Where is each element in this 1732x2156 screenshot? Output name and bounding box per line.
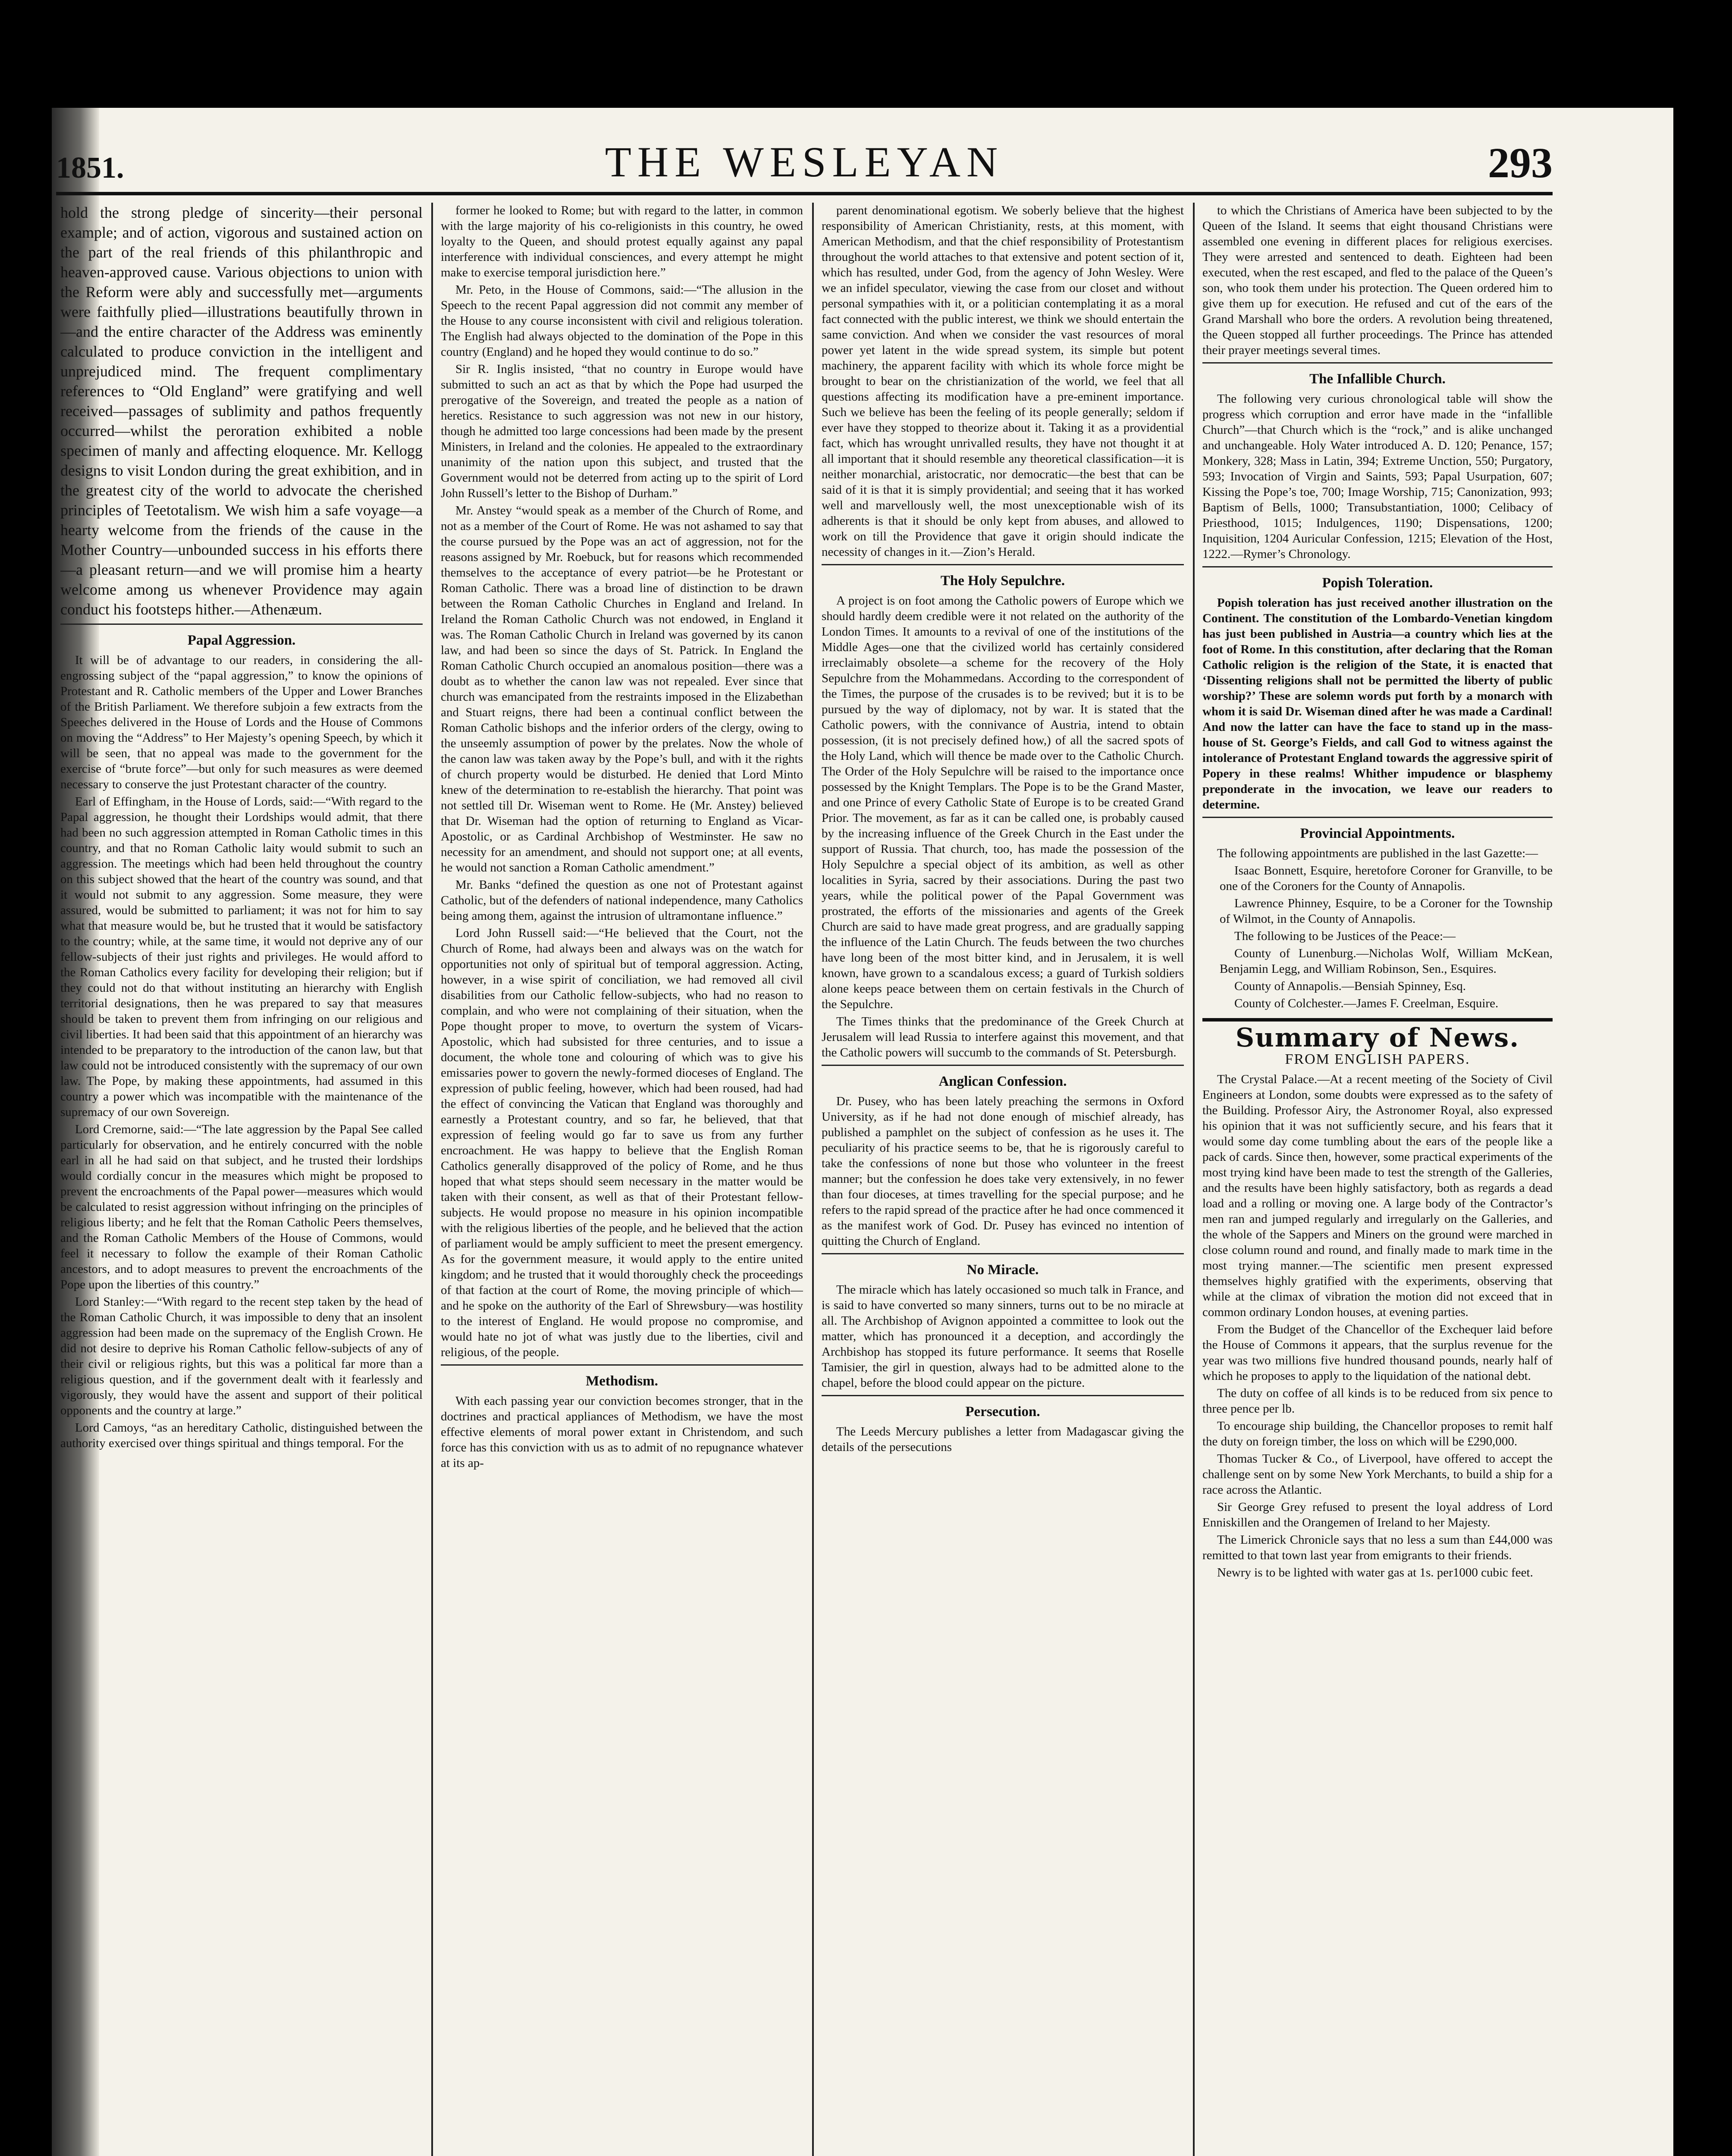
article-text: It will be of advantage to our readers, in considering the all-engrossing subject of the “papal aggression,” to know the opinions of Protestant and R. Catholic members of the Upper and Lower Branches of the British Parliament. We therefore subjoin a few extracts from the Speeches delivered in the House of Lords and the House of Commons on moving the “Address” to Her Majesty’s opening Speech, by which it will be seen, that no appeal was made to the government for the exercise of “brute force”—but only for such measures as were deemed necessary to conserve the just Protestant character of the country. (60, 653, 423, 791)
masthead-rule (56, 192, 1553, 195)
section-title: Summary of News. (1235, 1023, 1520, 1053)
article-text: Lord Camoys, “as an hereditary Catholic, distinguished between the authority exercised over things spiritual and things temporal. For the (60, 1421, 423, 1450)
divider (60, 624, 423, 625)
article-text: parent denominational egotism. We soberly believe that the highest responsibility of American Christianity, rests, at this moment, with American Methodism, and that the chief responsibility of Protestantism throughout the world attaches to that extensive and potent section of it, which has resulted, under God, from the agency of John Wesley. Were we an infidel speculator, viewing the case from our closet and without personal sympathies with it, or a politician contemplating it as a moral fact connected with the public interest, we think we should entertain the same conviction. And when we consider the vast resources of moral power yet latent in the wide spread system, its simple but potent machinery, the apparent facility with which its whole force might be brought to bear on the christianization of the world, we feel that all questions affecting its modification have a pre-eminent importance. Such we believe has been the feeling of its people generally; seldom if ever have they stopped to theorize about it. Taking it as a providential fact, which has wrought unrivalled results, they have not thought it at all important that it should resemble any theoretical classification—it is neither monarchial, aristocratic, nor democratic—the best that can be said of it is that it is simply providential; and seeing that it has worked well and marvellously well, the most unexceptionable wish of its adherents is that it should be only kept from abuses, and allowed to work on till the Providence that gave it origin should indicate the necessity of changes in it.—Zion’s Herald. (822, 204, 1184, 559)
divider (441, 1364, 803, 1366)
article-text: The Times thinks that the predominance of the Greek Church at Jerusalem will lead Russia to interfere against this movement, and that the Catholic powers will succumb to the commands of St. Petersburgh. (822, 1015, 1184, 1059)
article-text: Lord Cremorne, said:—“The late aggression by the Papal See called particularly for observation, and he entirely concurred with the noble earl in all he had said on that subject, and he trusted their lordships would cordially concur in the measures which might be proposed to prevent the encroachments of the Papal power—measures which would be calculated to resist aggression without infringing on the principles of religious liberty; and he felt that the Roman Catholic Peers themselves, and the Roman Catholic Members of the House of Commons, would feel it necessary to follow the example of their Roman Catholic ancestors, and to adopt measures to prevent the encroachments of the Pope upon the liberties of this country.” (60, 1122, 423, 1291)
appointment-item: Lawrence Phinney, Esquire, to be a Coroner for the Township of Wilmot, in the County of Annapolis. (1220, 896, 1553, 926)
article-text: The miracle which has lately occasioned so much talk in France, and is said to have converted so many sinners, turns out to be no miracle at all. The Archbishop of Avignon appointed a committee to look out the matter, which has pronounced it a deception, and accordingly the Archbishop has stopped its future performance. It seems that Roselle Tamisier, the girl in question, always had to be admitted alone to the chapel, before the blood could appear on the picture. (822, 1283, 1184, 1390)
section-subtitle: FROM ENGLISH PAPERS. (1285, 1051, 1470, 1067)
article-text: Mr. Anstey “would speak as a member of the Church of Rome, and not as a member of the Court of Rome. He was not ashamed to say that the course pursued by the Pope was an act of aggression, not for the reasons assigned by Mr. Roebuck, but for reasons which recommended themselves to the acceptance of every patriot—be he Protestant or Roman Catholic. There was a broad line of distinction to be drawn between the Roman Catholic Churches in England and Ireland. In Ireland the Roman Catholic Church was not endowed, in England it was. The Roman Catholic Church in Ireland was governed by its canon law, and had been so since the days of St. Patrick. In England the Roman Catholic Church occupied an anomalous position—there was a doubt as to whether the canon law was not repealed. Ever since that church was emancipated from the restraints imposed in the Elizabethan and Stuart reigns, there had been a continual conflict between the Roman Catholic bishops and the inferior orders of the clergy, owing to the unseemly assumption of power by the prelates. Now the whole of the canon law was taken away by the Pope’s bull, and with it the rights of church property would be disturbed. He denied that Lord Minto knew of the determination to re-establish the hierarchy. That point was not settled till Dr. Wiseman went to Rome. He (Mr. Anstey) believed that Dr. Wiseman had the option of returning to England as Vicar-Apostolic, or as Cardinal Archbishop of Westminster. He saw no necessity for an amendment, and should not support one; at all events, he would not sanction a Roman Catholic amendment.” (441, 504, 803, 874)
article-text: With each passing year our conviction becomes stronger, that in the doctrines and practical appliances of Methodism, we have the most effective elements of moral power extant in Christendom, and such force has this conviction with us as to admit of no repugnance whatever at its ap- (441, 1394, 803, 1470)
article-text: Sir R. Inglis insisted, “that no country in Europe would have submitted to such an act as that by which the Pope had usurped the prerogative of the Sovereign, and treated the people as a nation of heretics. Resistance to such aggression was not new in our history, though he admitted too large concessions had been made by the present Ministers, in Ireland and the colonies. He appealed to the extraordinary unanimity of the nation upon this subject, and trusted that the Government would not be deterred from acting up to the spirit of Lord John Russell’s letter to the Bishop of Durham.” (441, 362, 803, 500)
article-text: Lord John Russell said:—“He believed that the Court, not the Church of Rome, had always been and always was on the watch for opportunities not only of spiritual but of temporal aggression. Acting, however, in a wise spirit of conciliation, we had removed all civil disabilities from our Catholic fellow-subjects, who had no reason to complain, and who were not complaining of their situation, when the Pope thought proper to move, to overturn the system of Vicars-Apostolic, which had subsisted for three centuries, and to issue a document, the whole tone and colouring of which was to give his emissaries power to govern the newly-formed dioceses of England. The expression of public feeling, however, which had been roused, had had the effect of convincing the Vatican that England was thoroughly and earnestly a Protestant country, and so far, he believed, that that expression of feeling would go far to save us from any further encroachment. He was happy to believe that the English Roman Catholics generally disapproved of the policy of Rome, and he thus hoped that what steps should seem necessary in the matter would be taken with their consent, as well as that of their Protestant fellow-subjects. He would propose no measure in his opinion incompatible with the religious liberties of the people, and he believed that the action of parliament would be amply sufficient to meet the present emergency. As for the government measure, it would apply to the entire united kingdom; and he trusted that it would thoroughly check the proceedings of that faction at the court of Rome, the moving principle of which—and he spoke on the authority of the Earl of Shrewsbury—was hostility to the interest of England. He would propose no compromise, and would hate no jot of what was justly due to the liberties, civil and religious, of the people. (441, 926, 803, 1359)
divider (1202, 817, 1553, 818)
masthead-title: THE WESLEYAN (605, 138, 1004, 186)
article-heading: The Holy Sepulchre. (940, 573, 1065, 589)
article-text: Mr. Peto, in the House of Commons, said:—“The allusion in the Speech to the recent Papal aggression did not commit any member of the House to any course inconsistent with civil and religious toleration. The English had always objected to the domination of the Pope in this country (England) and he hoped they would continue to do so.” (441, 283, 803, 359)
news-item: The Limerick Chronicle says that no less a sum than £44,000 was remitted to that town last year from emigrants to their friends. (1202, 1533, 1553, 1562)
article-text: Mr. Banks “defined the question as one not of Protestant against Catholic, but of the defenders of national independence, many Catholics being among them, against the intrusion of ultramontane influence.” (441, 878, 803, 923)
appointment-item: Isaac Bonnett, Esquire, heretofore Coroner for Granville, to be one of the Coroners for the County of Annapolis. (1220, 864, 1553, 893)
divider (1202, 566, 1553, 567)
article-heading: Persecution. (965, 1404, 1040, 1420)
section-rule (1202, 1018, 1553, 1022)
appointment-item: County of Annapolis.—Bensiah Spinney, Esq. (1234, 979, 1466, 993)
article-text: A project is on foot among the Catholic powers of Europe which we should hardly deem credible were it not related on the authority of the London Times. It amounts to a revival of one of the institutions of the Middle Ages—one that the civilized world has certainly considered irreclaimably obsolete—a scheme for the recovery of the Holy Sepulchre from the Mohammedans. According to the correspondent of the Times, the purpose of the crusades is to be revived; but it is to be pursued by the way of diplomacy, not by war. It is stated that the Catholic powers, with the connivance of Austria, intend to obtain possession, (it is not precisely defined how,) of all the sacred spots of the Holy Land, which will thence be made over to the Catholic Church. The Order of the Holy Sepulchre will be raised to the importance once possessed by the Knight Templars. The Pope is to be the Grand Master, and one Prince of every Catholic State of Europe is to be created Grand Prior. The movement, as far as it can be called one, is probably caused by the increasing influence of the Greek Church in the East under the support of Russia. That church, too, has made the possession of the Holy Sepulchre a special object of its ambition, as well as other localities in Syria, sacred by their associations. During the past two years, while the political power of the Papal Government was prostrated, the efforts of the missionaries and agents of the Greek Church are said to have made great progress, and are gradually sapping the influence of the Latin Church. The feuds between the two churches have long been of the most bitter kind, and in Jerusalem, it is well known, have grown to a scandalous excess; a guard of Turkish soldiers alone keeps peace between them on certain festivals in the Church of the Sepulchre. (822, 594, 1184, 1011)
article-text: The Leeds Mercury publishes a letter from Madagascar giving the details of the persecutions (822, 1425, 1184, 1454)
article-text: Earl of Effingham, in the House of Lords, said:—“With regard to the Papal aggression, he thought their Lordships would admit, that there had been no such aggression attempted in Roman Catholic times in this country, and that no Roman Catholic laity would submit to such an aggression. The meetings which had been held throughout the country on this subject showed that the heart of the country was sound, and that it would not submit to any aggression. Some measure, they were assured, would be submitted to parliament; it was not for him to say what that measure would be, but he trusted that it would be satisfactory to the country; while, at the same time, it would not deprive any of our fellow-subjects of their just rights and privileges. He would afford to the Roman Catholics every facility for developing their religion; but if they could not do that without instituting an hierarchy with English territorial designations, then he was prepared to say that measures should be taken to prevent them from infringing on our religious and civil liberties. It had been said that this appointment of an hierarchy was intended to be preparatory to the introduction of the canon law, but that law could not be introduced consistently with the supremacy of our own law. The Pope, by making these appointments, had assumed in this country a power which was incompatible with the maintenance of the supremacy of our own Sovereign. (60, 795, 423, 1119)
news-item: The duty on coffee of all kinds is to be reduced from six pence to three pence per lb. (1202, 1386, 1553, 1416)
news-item: The Crystal Palace.—At a recent meeting of the Society of Civil Engineers at London, some doubts were expressed as to the safety of the Building. Professor Airy, the Astronomer Royal, also expressed his opinion that it was not sufficiently secure, and his fears that it would some day come tumbling about the ears of the people like a pack of cards. Since then, however, some practical experiments of the most trying kind have been made to test the strength of the Galleries, and the results have been highly satisfactory, both as regards a dead load and a rolling or moving one. A large body of the Contractor’s men ran and jumped regularly and irregularly on the Galleries, and the whole of the Sappers and Miners on the ground were marched in close column round and round, and finally made to mark time in the most trying manner.—The scientific men present expressed themselves highly gratified with the experiments, observing that while at the climax of vibration the motion did not exceed that in common ordinary London houses, at evening parties. (1202, 1072, 1553, 1319)
article-heading: Anglican Confession. (938, 1074, 1067, 1089)
article-text: The following appointments are published in the last Gazette:— (1217, 846, 1538, 860)
column-3 (822, 203, 1184, 2156)
article-text: Popish toleration has just received another illustration on the Continent. The constitution of the Lombardo-Venetian kingdom has just been published in Austria—a country which lies at the foot of Rome. In this constitution, after declaring that the Roman Catholic religion is the religion of the State, it is enacted that ‘Dissenting religions shall not be permitted the liberty of public worship?’ These are solemn words put forth by a monarch with whom it is said Dr. Wiseman dined after he was made a Cardinal! And now the latter can have the face to stand up in the mass-house of St. George’s Fields, and call God to witness against the intolerance of Protestant England towards the aggressive spirit of Popery in these realms! Whither impudence or blasphemy preponderate in the invocation, we leave our readers to determine. (1202, 596, 1553, 812)
column-1 (60, 203, 423, 2156)
page-number: 293 (1488, 139, 1553, 187)
article-text: former he looked to Rome; but with regard to the latter, in common with the large majority of his co-religionists in this country, he owed loyalty to the Queen, and should protest equally against any papal interference with individual consciences, and every attempt he might make to exercise temporal jurisdiction here.” (441, 204, 803, 279)
news-item: From the Budget of the Chancellor of the Exchequer laid before the House of Commons it appears, that the surplus revenue for the year was two millions five hundred thousand pounds, nearly half of which he proposes to apply to the liquidation of the national debt. (1202, 1322, 1553, 1383)
appointment-item: County of Lunenburg.—Nicholas Wolf, William McKean, Benjamin Legg, and William Robinson, Sen., Esquires. (1220, 946, 1553, 976)
article-text: Lord Stanley:—“With regard to the recent step taken by the head of the Roman Catholic Church, it was impossible to deny that an insolent aggression had been made on the supremacy of the English Crown. He did not desire to deprive his Roman Catholic fellow-subjects of any of their civil or religious rights, but this was a political far more than a religious question, and if the government dealt with it fearlessly and vigorously, they would have the assent and support of their political opponents and the country at large.” (60, 1295, 423, 1417)
news-item: Newry is to be lighted with water gas at 1s. per1000 cubic feet. (1217, 1566, 1533, 1579)
article-text: hold the strong pledge of sincerity—their personal example; and of action, vigorous and sustained action on the part of the real friends of this philanthropic and heaven-approved cause. Various objections to union with the Reform were ably and successfully met—arguments were faithfully plied—illustrations beautifully thrown in—and the entire character of the Address was eminently calculated to produce conviction in the intelligent and unprejudiced mind. The frequent complimentary references to “Old England” were gratifying and well received—passages of sublimity and pathos frequently occurred—whilst the peroration exhibited a noble specimen of manly and affecting eloquence. Mr. Kellogg designs to visit London during the great exhibition, and in the greatest city of the world to advocate the cherished principles of Teetotalism. We wish him a safe voyage—a hearty welcome from the friends of the cause in the Mother Country—unbounded success in his efforts there—a pleasant return—and we will promise him a hearty welcome among us whenever Providence may again conduct his footsteps hither.—Athenæum. (60, 204, 423, 618)
article-text: to which the Christians of America have been subjected to by the Queen of the Island. It seems that eight thousand Christians were assembled one evening in different places for religious exercises. They were arrested and sentenced to death. Eighteen had been executed, when the rest escaped, and fled to the palace of the Queen’s son, who took them under his protection. The Queen ordered him to give them up for execution. He refused and cut of the ears of the Grand Marshall who bore the orders. A revolution being threatened, the Queen stopped all further proceedings. The Prince has attended their prayer meetings several times. (1202, 204, 1553, 357)
article-heading: Provincial Appointments. (1300, 826, 1455, 841)
appointment-item: County of Colchester.—James F. Creelman, Esquire. (1234, 997, 1499, 1010)
divider (822, 1395, 1184, 1396)
column-divider (812, 203, 814, 2156)
divider (822, 1253, 1184, 1254)
divider (822, 1065, 1184, 1066)
divider (822, 564, 1184, 565)
article-heading: No Miracle. (966, 1262, 1039, 1278)
article-heading: The Infallible Church. (1309, 371, 1446, 387)
news-item: To encourage ship building, the Chancellor proposes to remit half the duty on foreign timber, the loss on which will be £290,000. (1202, 1419, 1553, 1448)
column-divider (1193, 203, 1195, 2156)
masthead-year: 1851. (56, 151, 124, 185)
article-heading: Methodism. (586, 1373, 658, 1389)
article-text: Dr. Pusey, who has been lately preaching the sermons in Oxford University, as if he had not done enough of mischief already, has published a pamphlet on the subject of confession as he uses it. The peculiarity of his practice seems to be, that he is rigorously careful to take the confessions of none but those who volunteer in the freest manner; but the confession he does take very extensively, in no fewer than four dioceses, at times travelling for the special purpose; and he refers to the rapid spread of the practice after he had once commenced it as the manifest work of God. Dr. Pusey has evinced no intention of quitting the Church of England. (822, 1094, 1184, 1248)
column-divider (431, 203, 433, 2156)
article-heading: Papal Aggression. (187, 633, 296, 648)
news-item: Thomas Tucker & Co., of Liverpool, have offered to accept the challenge sent on by some New York Merchants, to build a ship for a race across the Atlantic. (1202, 1452, 1553, 1497)
column-4 (1202, 203, 1553, 2156)
masthead (56, 134, 1553, 190)
article-heading: Popish Toleration. (1322, 575, 1433, 591)
column-2 (441, 203, 803, 2156)
news-item: Sir George Grey refused to present the loyal address of Lord Enniskillen and the Orangemen of Ireland to her Majesty. (1202, 1500, 1553, 1529)
article-text: The following very curious chronological table will show the progress which corruption and error have made in the “infallible Church”—that Church which is the “rock,” and is alike unchanged and unchangeable. Holy Water introduced A. D. 120; Penance, 157; Monkery, 328; Mass in Latin, 394; Extreme Unction, 550; Purgatory, 593; Invocation of Virgin and Saints, 593; Papal Usurpation, 607; Kissing the Pope’s toe, 700; Image Worship, 715; Canonization, 993; Baptism of Bells, 1000; Transubstantiation, 1000; Celibacy of Priesthood, 1015; Indulgences, 1190; Dispensations, 1200; Inquisition, 1204 Auricular Confession, 1215; Elevation of the Host, 1222.—Rymer’s Chronology. (1202, 392, 1553, 561)
divider (1202, 362, 1553, 364)
appointment-item: The following to be Justices of the Peace:— (1234, 929, 1456, 943)
